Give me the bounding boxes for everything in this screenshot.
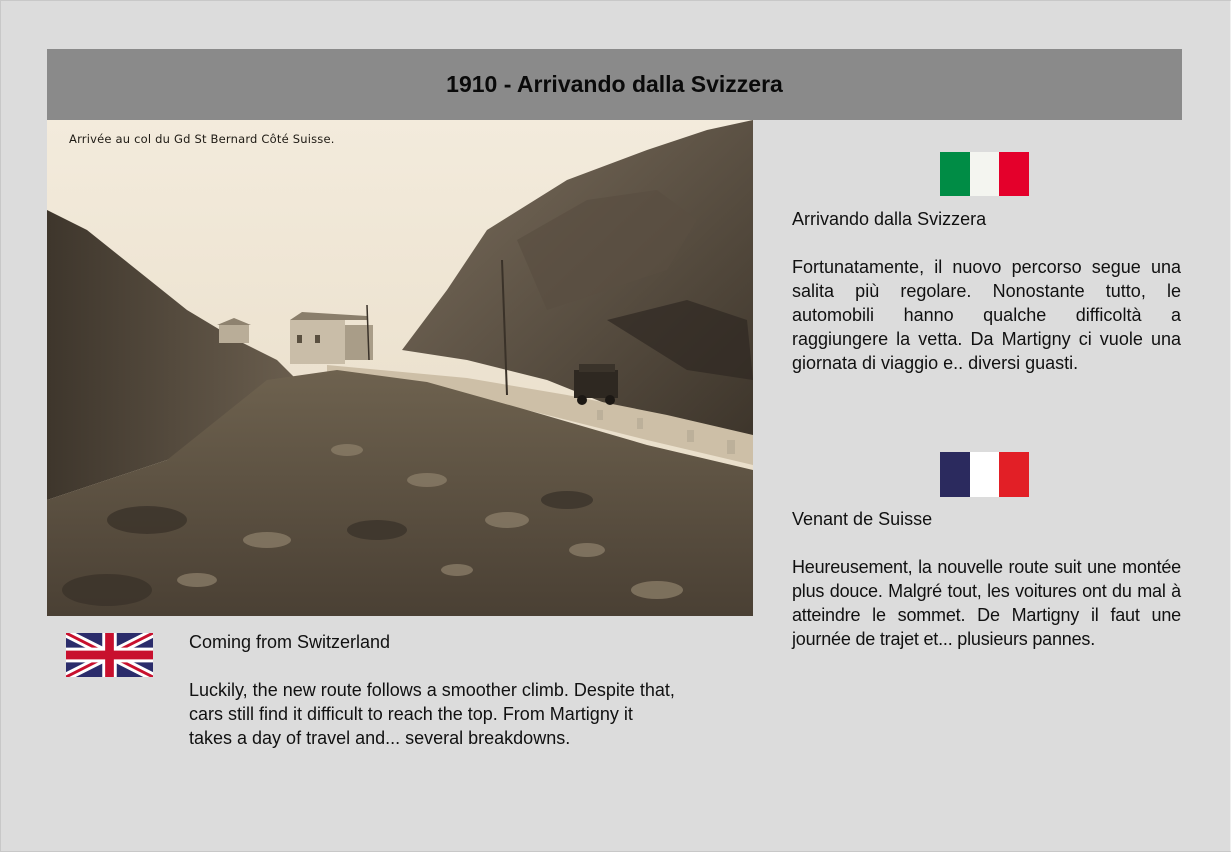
france-blue-stripe	[940, 452, 970, 497]
french-heading: Venant de Suisse	[792, 509, 933, 529]
photo-caption: Arrivée au col du Gd St Bernard Côté Suisse.	[69, 132, 335, 146]
page-title: 1910 - Arrivando dalla Svizzera	[446, 71, 783, 97]
italy-red-stripe	[999, 152, 1029, 196]
italy-white-stripe	[970, 152, 1000, 196]
italian-body: Fortunatamente, il nuovo percorso segue una salita più regolare. Nonostante tutto, le automobili hanno qualche difficoltà a raggiungere la vetta. Da Martigny ci vuole una giornata di viaggio e.. diversi guasti.	[792, 257, 1181, 373]
italian-heading: Arrivando dalla Svizzera	[792, 209, 987, 229]
french-section	[792, 507, 1181, 651]
title-bar	[47, 49, 1182, 120]
uk-flag-graphic	[66, 633, 153, 677]
italy-green-stripe	[940, 152, 970, 196]
english-body: Luckily, the new route follows a smoother climb. Despite that, cars still find it difficult to reach the top. From Martigny it takes a day of travel and... several breakdowns.	[189, 680, 675, 748]
uk-flag-icon	[66, 633, 153, 677]
italy-flag-icon	[940, 152, 1029, 196]
english-section	[189, 630, 679, 750]
photo-illustration	[47, 120, 753, 616]
italian-section	[792, 207, 1181, 375]
english-heading: Coming from Switzerland	[189, 632, 391, 652]
france-white-stripe	[970, 452, 1000, 497]
france-red-stripe	[999, 452, 1029, 497]
historic-photo	[47, 120, 753, 616]
french-body: Heureusement, la nouvelle route suit une montée plus douce. Malgré tout, les voitures ont du mal à atteindre le sommet. De Martigny il faut une journée de trajet et... plusieurs pannes.	[792, 557, 1181, 649]
france-flag-icon	[940, 452, 1029, 497]
